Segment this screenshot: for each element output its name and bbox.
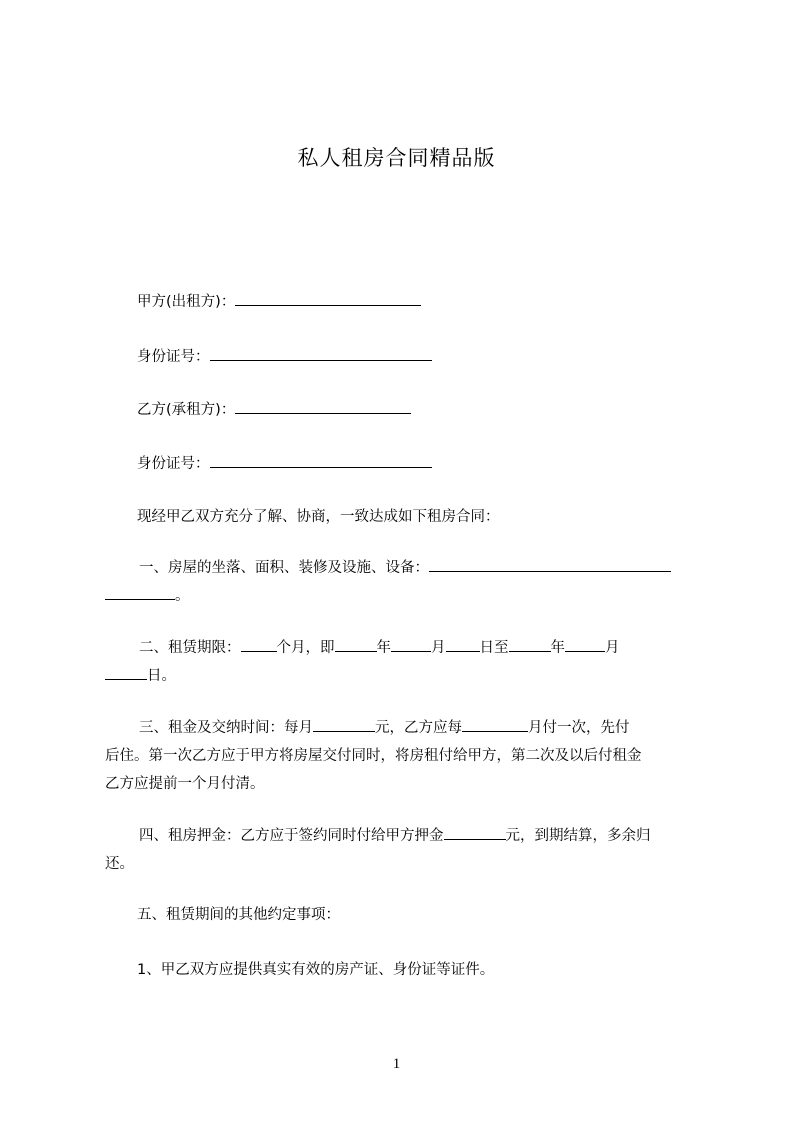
party-b-id-line [105,452,701,475]
party-a-id-line [105,345,701,368]
item-1 [105,959,701,981]
end-year-blank[interactable] [509,636,551,652]
clause-4 [105,822,701,878]
party-a-blank[interactable] [235,290,421,306]
clause-1-blank[interactable] [429,556,671,572]
start-day-blank[interactable] [446,636,480,652]
clause-4-settle-text: 元，到期结算，多余归 [505,828,651,844]
intro-paragraph [105,506,701,528]
clause-2 [105,634,701,690]
lease-months-blank[interactable] [241,636,277,652]
intro-text: 现经甲乙双方充分了解、协商，一致达成如下租房合同： [137,509,500,525]
clause-4-line-2: 还。 [105,856,134,872]
clause-3-line-3: 乙方应提前一个月付清。 [105,776,265,792]
clause-3-label: 三、租金及交纳时间：每月 [139,720,313,736]
payment-interval-blank[interactable] [462,716,528,732]
clause-5-text: 五、租赁期间的其他约定事项： [137,907,340,923]
clause-2-month-text: 月 [431,640,446,656]
clause-2-to-text: 日至 [479,640,509,656]
clause-1 [105,554,701,610]
party-a-id-blank[interactable] [210,345,432,361]
clause-4-label: 四、租房押金：乙方应于签约同时付给甲方押金 [139,828,444,844]
party-b-blank[interactable] [235,398,411,414]
start-year-blank[interactable] [335,636,377,652]
item-1-text: 1、甲乙双方应提供真实有效的房产证、身份证等证件。 [137,962,495,978]
clause-2-end-year-text: 年 [550,640,565,656]
clause-2-year-text: 年 [376,640,391,656]
clause-5 [105,904,701,926]
clause-3 [105,714,701,798]
clause-3-line-2: 后住。第一次乙方应于甲方将房屋交付同时，将房租付给甲方，第二次及以后付租金 [105,748,642,764]
clause-1-end: 。 [175,588,190,604]
clause-2-months-text: 个月，即 [276,640,335,656]
clause-2-label: 二、租赁期限： [139,640,241,656]
party-b-label: 乙方(承租方)： [137,402,236,418]
monthly-rent-blank[interactable] [313,716,375,732]
party-a-line [105,290,701,313]
clause-1-text: 一、房屋的坐落、面积、装修及设施、设备： [139,560,429,576]
party-b-id-label: 身份证号： [137,456,210,472]
clause-3-yuan-text: 元，乙方应每 [375,720,462,736]
party-b-id-blank[interactable] [210,452,432,468]
clause-3-pay-text: 月付一次，先付 [528,720,630,736]
page-title: 私人租房合同精品版 [297,146,496,170]
clause-1-blank-cont[interactable] [105,584,175,600]
party-a-label: 甲方(出租方)： [137,294,236,310]
clause-2-end-month-text: 月 [605,640,620,656]
party-b-line [105,398,701,421]
deposit-blank[interactable] [444,824,506,840]
page-number: 1 [392,1056,401,1072]
party-a-id-label: 身份证号： [137,349,210,365]
start-month-blank[interactable] [391,636,431,652]
end-day-blank[interactable] [105,664,147,680]
clause-2-end-day-text: 日。 [147,668,176,684]
end-month-blank[interactable] [565,636,605,652]
